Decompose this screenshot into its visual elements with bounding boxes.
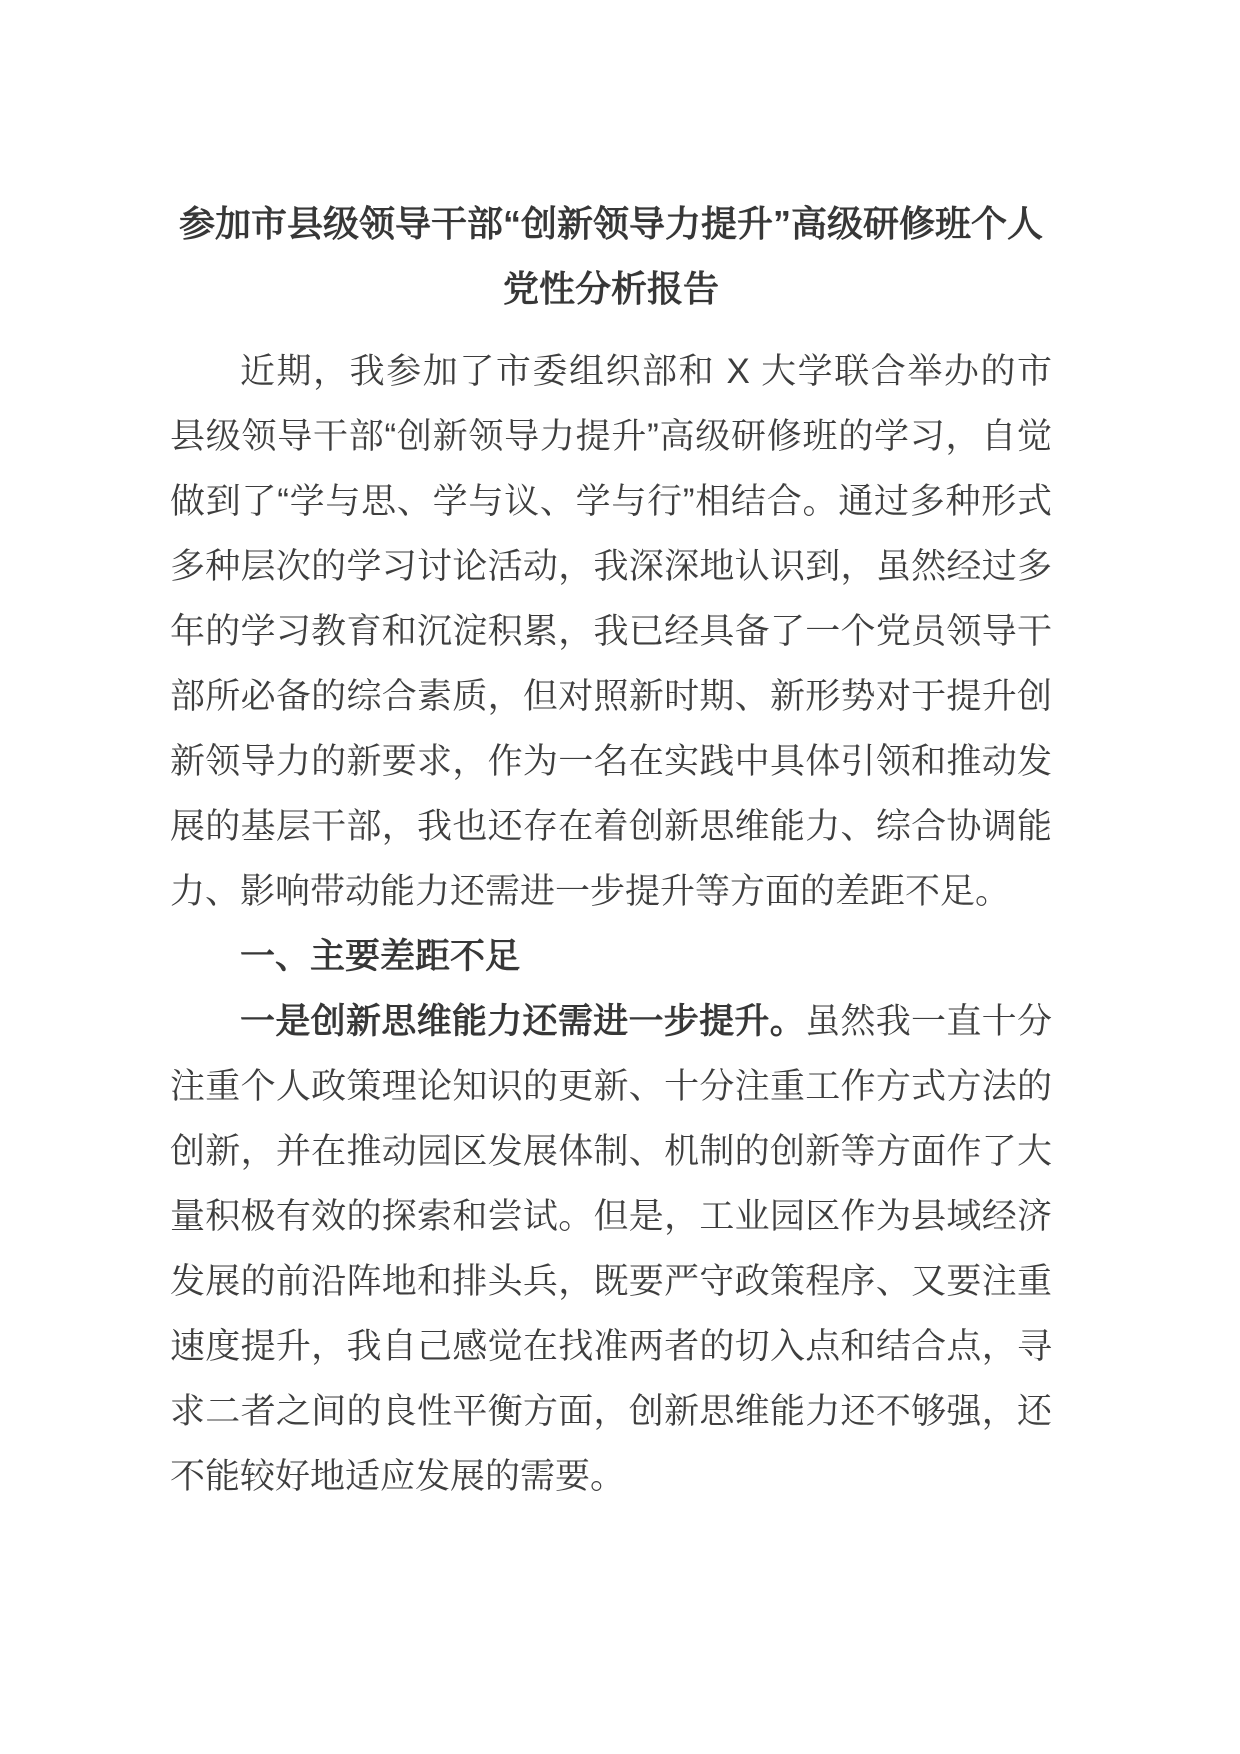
document-title-line-1: 参加市县级领导干部“创新领导力提升”高级研修班个人 [178,203,1043,244]
point-1-body-text: 虽然我一直十分注重个人政策理论知识的更新、十分注重工作方式方法的创新，并在推动园区发展体制、机制的创新等方面作了大量积极有效的探索和尝试。但是，工业园区作为县域经济发展的前沿阵地和排头兵，既要严守政策程序、又要注重速度提升，我自己感觉在找准两者的切入点和结合点，寻求二者之间的良性平衡方面，创新思维能力还不够强，还不能较好地适应发展的需要。 [170,1002,1052,1496]
section-1-heading: 一、主要差距不足 [240,937,521,976]
document-title-line-2: 党性分析报告 [502,268,719,309]
document-title [170,191,1052,321]
intro-paragraph: 近期，我参加了市委组织部和 X 大学联合举办的市县级领导干部“创新领导力提升”高级研修班的学习，自觉做到了“学与思、学与议、学与行”相结合。通过多种形式多种层次的学习讨论活动，我深深地认识到，虽然经过多年的学习教育和沉淀积累，我已经具备了一个党员领导干部所必备的综合素质，但对照新时期、新形势对于提升创新领导力的新要求，作为一名在实践中具体引领和推动发展的基层干部，我也还存在着创新思维能力、综合协调能力、影响带动能力还需进一步提升等方面的差距不足。 [170,352,1052,911]
point-1-lead-sentence: 一是创新思维能力还需进一步提升。 [240,1002,806,1041]
point-1-paragraph [170,989,1052,1509]
